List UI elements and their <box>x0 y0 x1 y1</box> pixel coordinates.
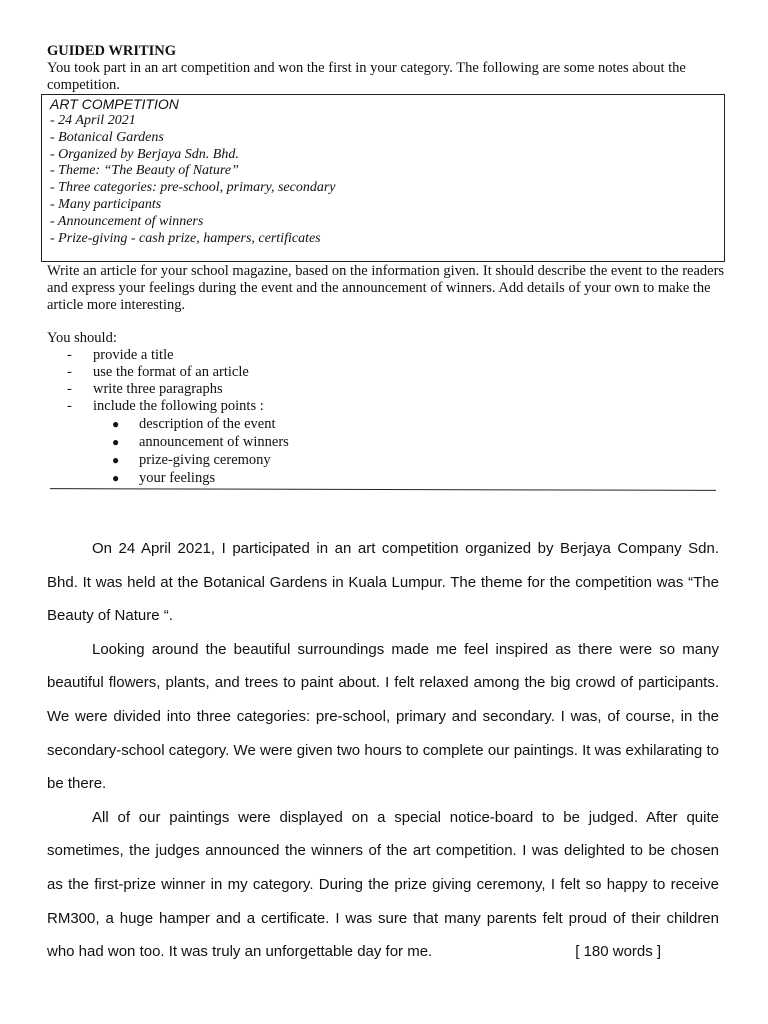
requirement-item <box>67 364 264 381</box>
note-item: - Botanical Gardens <box>50 129 164 145</box>
requirement-item <box>67 347 264 364</box>
essay-body <box>47 532 719 969</box>
point-item <box>112 451 289 469</box>
notes-title: ART COMPETITION <box>50 96 179 112</box>
point-item <box>112 469 289 487</box>
requirement-item <box>67 381 264 398</box>
requirement-text: include the following points : <box>93 398 264 414</box>
essay-paragraph-3-text: All of our paintings were displayed on a special notice-board to be judged. After quite sometimes, the judges announced the winners of the art competition. I was delighted to be chosen as the first-prize winner in my category. During the prize giving ceremony, I felt so happy to receive RM300, a huge hamper and a certificate. I was sure that many parents felt proud of their children who had won too. It was truly an unforgettable day for me. <box>47 808 719 961</box>
dash-marker: - <box>67 347 72 363</box>
note-item: - Announcement of winners <box>50 213 204 229</box>
requirement-text: use the format of an article <box>93 364 249 380</box>
note-item: - 24 April 2021 <box>50 113 136 128</box>
divider-line <box>50 488 716 491</box>
bullet-icon: ● <box>112 471 120 485</box>
points-list <box>112 415 289 487</box>
point-text: your feelings <box>139 470 216 486</box>
page-title: GUIDED WRITING <box>47 43 177 59</box>
essay-paragraph-2: Looking around the beautiful surroundings made me feel inspired as there were so many beautiful flowers, plants, and trees to paint about. I felt relaxed among the big crowd of participants. We were divided into three categories: pre-school, primary and secondary. I was, of course, in the secondary-school category. We were given two hours to complete our paintings. It was exhilarating to be there. <box>47 640 719 793</box>
intro-text: You took part in an art competition and won the first in your category. The following are some notes about the competition. <box>47 60 686 93</box>
bullet-icon: ● <box>112 417 120 431</box>
point-item <box>112 415 289 433</box>
dash-marker: - <box>67 364 72 380</box>
note-item: - Three categories: pre-school, primary, secondary <box>50 180 336 196</box>
point-text: description of the event <box>139 416 276 432</box>
note-item: - Organized by Berjaya Sdn. Bhd. <box>50 146 239 162</box>
requirements-list <box>67 347 264 415</box>
note-item: - Prize-giving - cash prize, hampers, certificates <box>50 230 321 246</box>
task-instruction: Write an article for your school magazine, based on the information given. It should describe the event to the readers and express your feelings during the event and the announcement of winners. Add details of your own to make the article more interesting. <box>47 263 725 313</box>
dash-marker: - <box>67 381 72 397</box>
you-should-label: You should: <box>47 330 117 346</box>
essay-paragraph-3 <box>47 801 719 969</box>
requirement-text: provide a title <box>93 347 174 363</box>
point-text: prize-giving ceremony <box>139 452 271 468</box>
word-count: [ 180 words ] <box>575 943 662 961</box>
dash-marker: - <box>67 398 72 414</box>
point-text: announcement of winners <box>139 434 289 450</box>
notes-box <box>41 94 725 262</box>
note-item: - Theme: “The Beauty of Nature” <box>50 163 239 179</box>
bullet-icon: ● <box>112 435 120 449</box>
requirement-item <box>67 398 264 415</box>
essay-paragraph-1: On 24 April 2021, I participated in an art competition organized by Berjaya Company Sdn. Bhd. It was held at the Botanical Gardens in Kuala Lumpur. The theme for the competition was “The Beauty of Nature “. <box>47 540 719 625</box>
note-item: - Many participants <box>50 196 162 212</box>
requirement-text: write three paragraphs <box>93 381 223 397</box>
bullet-icon: ● <box>112 453 120 467</box>
point-item <box>112 433 289 451</box>
